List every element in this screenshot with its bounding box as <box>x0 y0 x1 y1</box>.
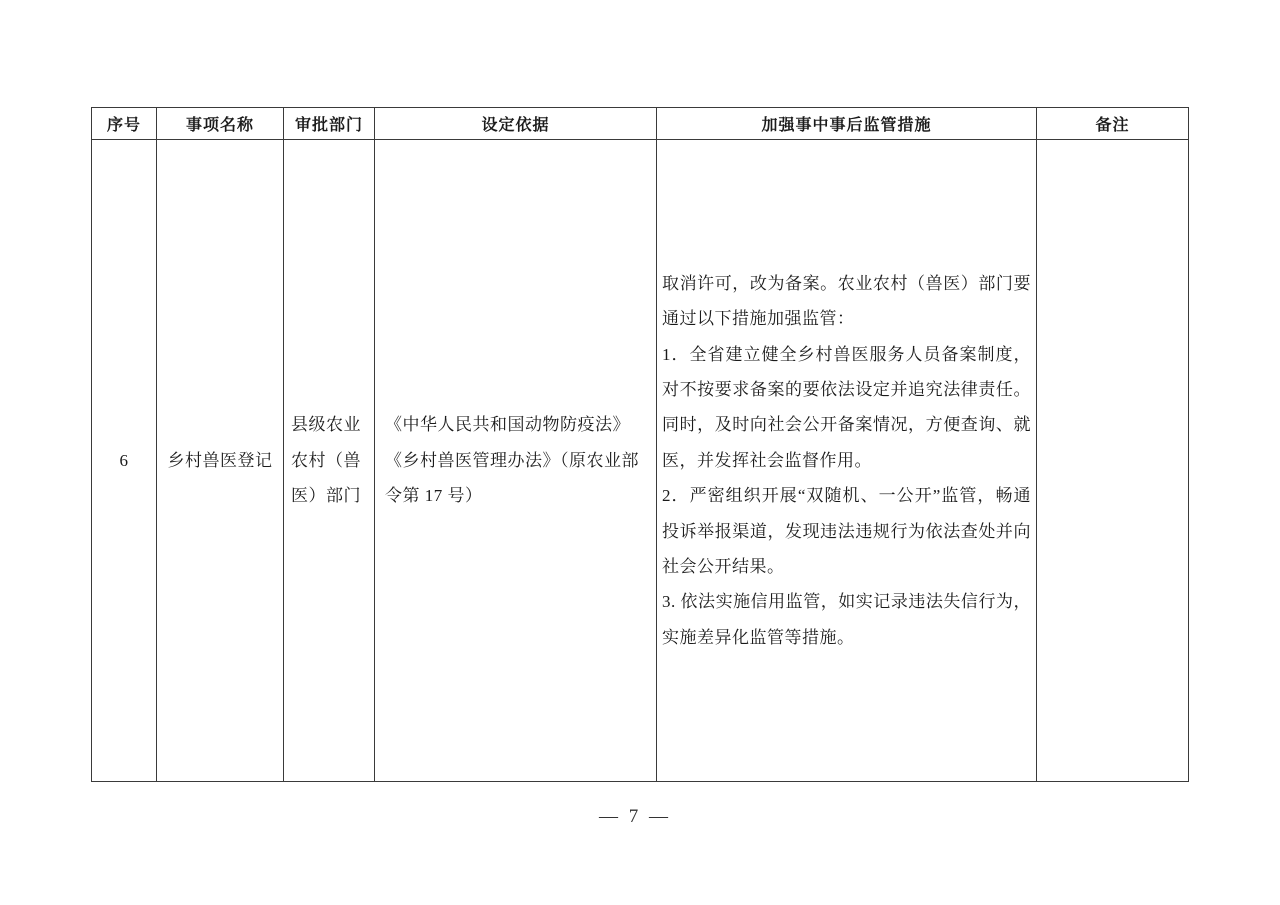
header-cell-approval-department: 审批部门 <box>284 108 375 140</box>
cell-basis: 《中华人民共和国动物防疫法》《乡村兽医管理办法》（原农业部令第 17 号） <box>375 140 657 782</box>
table-header-row <box>92 108 1189 140</box>
measures-item-2: 2．严密组织开展“双随机、一公开”监管，畅通投诉举报渠道，发现违法违规行为依法查处并向社会公开结果。 <box>662 486 1031 576</box>
cell-measures <box>657 140 1037 782</box>
measures-item-3: 3. 依法实施信用监管，如实记录违法失信行为，实施差异化监管等措施。 <box>662 592 1031 647</box>
cell-index: 6 <box>92 140 157 782</box>
header-cell-index: 序号 <box>92 108 157 140</box>
measures-item-1: 1．全省建立健全乡村兽医服务人员备案制度，对不按要求备案的要依法设定并追究法律责任。同时，及时向社会公开备案情况，方便查询、就医，并发挥社会监督作用。 <box>662 344 1031 470</box>
regulation-table <box>91 107 1189 782</box>
cell-remark <box>1037 140 1189 782</box>
cell-approval-department: 县级农业农村（兽医）部门 <box>284 140 375 782</box>
header-cell-basis: 设定依据 <box>375 108 657 140</box>
header-cell-measures: 加强事中事后监管措施 <box>657 108 1037 140</box>
table-row <box>92 140 1189 782</box>
header-cell-item-name: 事项名称 <box>157 108 284 140</box>
footer-page-number: — 7 — <box>599 806 671 827</box>
measures-intro: 取消许可，改为备案。农业农村（兽医）部门要通过以下措施加强监管： <box>662 274 1031 329</box>
header-cell-remark: 备注 <box>1037 108 1189 140</box>
cell-item-name: 乡村兽医登记 <box>157 140 284 782</box>
